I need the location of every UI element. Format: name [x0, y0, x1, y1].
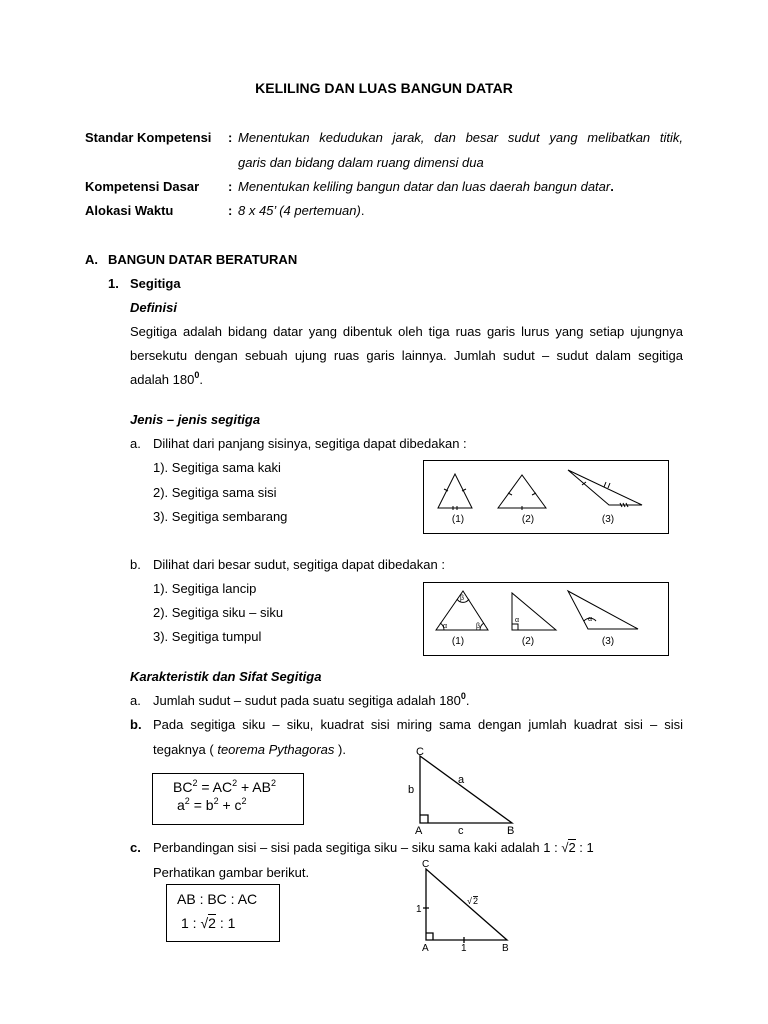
sk-text-line1: Menentukan kedudukan jarak, dan besar sudut yang melibatkan titik,	[238, 130, 683, 145]
sqrt-icon: √	[561, 840, 569, 855]
jenis-a-item-2: 2). Segitiga sama sisi	[153, 485, 277, 500]
formula-line2	[177, 797, 247, 813]
jenis-b-marker: b.	[130, 557, 141, 572]
ratio-row2-post: : 1	[215, 915, 236, 931]
jenis-a-marker: a.	[130, 436, 141, 451]
kar-c-ratio-1: 1 :	[543, 840, 562, 855]
angle-triangles-svg	[424, 583, 668, 655]
iso-label-hyp: 2	[473, 896, 479, 906]
kar-c-main: Perbandingan sisi – sisi pada segitiga siku – siku sama kaki adalah	[153, 840, 544, 855]
formula-sq-3: 2	[270, 778, 276, 788]
side-triangles-figure	[423, 460, 669, 534]
kar-a-degree: 0	[460, 691, 466, 701]
karakteristik-heading: Karakteristik dan Sifat Segitiga	[130, 669, 322, 684]
aw-end: .	[360, 203, 365, 218]
kar-a-text	[153, 693, 470, 708]
iso-label-B: B	[502, 943, 509, 954]
acute-right-symbol: β	[476, 623, 481, 630]
jenis-b-text: Dilihat dari besar sudut, segitiga dapat dibedakan :	[153, 557, 445, 572]
label-side-b: b	[408, 784, 415, 796]
side-fig-label-1: (1)	[451, 514, 465, 525]
kar-b-line2	[153, 742, 346, 757]
ratio-row1: AB : BC : AC	[177, 891, 258, 907]
definisi-line3-end: .	[199, 372, 203, 387]
ratio-formula-box	[166, 884, 280, 942]
formula-sq-4: 2	[184, 796, 190, 806]
degree-sup: 0	[194, 370, 200, 380]
formula-bc: BC	[173, 779, 193, 795]
scalene-ticks	[582, 482, 628, 507]
kar-c-ratio-2: 2	[568, 840, 576, 855]
jenis-a-item-1: 1). Segitiga sama kaki	[153, 460, 281, 475]
aw-colon: :	[228, 203, 233, 218]
scalene-triangle	[568, 470, 642, 505]
jenis-b-item-3: 3). Segitiga tumpul	[153, 629, 262, 644]
definisi-line3-text: adalah 180	[130, 372, 195, 387]
formula-b: = b	[189, 797, 214, 813]
iso-label-C: C	[422, 859, 430, 870]
isosceles-right-triangle-figure	[414, 856, 524, 956]
kd-text-wrap	[238, 179, 614, 194]
equilateral-ticks	[508, 493, 536, 510]
page-title: KELILING DAN LUAS BANGUN DATAR	[255, 80, 513, 96]
pythagoras-right-angle	[420, 815, 428, 823]
section-a-marker: A.	[85, 252, 98, 267]
kar-b-line2-pre: tegaknya (	[153, 742, 218, 757]
jenis-b-item-1: 1). Segitiga lancip	[153, 581, 257, 596]
formula-sq-1: 2	[192, 778, 198, 788]
acute-top-symbol: β	[460, 595, 465, 602]
ratio-row2	[181, 915, 235, 931]
formula-sq-5: 2	[213, 796, 219, 806]
ratio-sqrt-icon: √	[200, 915, 209, 931]
right-angle-symbol: α	[515, 617, 520, 624]
isosceles-triangle	[438, 474, 472, 508]
kar-a-main: Jumlah sudut – sudut pada suatu segitiga adalah 180	[153, 693, 461, 708]
kar-c-marker: c.	[130, 840, 141, 855]
ratio-row2-pre: 1 :	[181, 915, 201, 931]
iso-sqrt-icon: √	[467, 896, 472, 906]
acute-right-arc	[480, 623, 484, 630]
jenis-a-text: Dilihat dari panjang sisinya, segitiga dapat dibedakan :	[153, 436, 467, 451]
formula-a: a	[177, 797, 185, 813]
iso-ticks	[423, 908, 464, 943]
kar-a-end: .	[465, 693, 470, 708]
iso-label-left: 1	[416, 904, 422, 915]
formula-line1	[173, 779, 276, 795]
jenis-b-item-2: 2). Segitiga siku – siku	[153, 605, 284, 620]
aw-text: 8 x 45’ (4 pertemuan)	[238, 203, 361, 218]
side-fig-label-2: (2)	[521, 514, 535, 525]
ratio-row2-rad: 2	[208, 915, 216, 931]
kar-a-marker: a.	[130, 693, 141, 708]
kd-colon: :	[228, 179, 233, 194]
aw-text-wrap	[238, 203, 364, 218]
right-triangle	[512, 593, 556, 630]
pythagoras-triangle-figure	[400, 746, 530, 836]
side-fig-label-3: (3)	[601, 514, 615, 525]
pythagoras-triangle	[420, 756, 512, 823]
kar-b-marker: b.	[130, 717, 142, 732]
angle-fig-label-2: (2)	[521, 636, 535, 647]
kar-b-pythagoras: teorema Pythagoras	[217, 742, 335, 757]
kar-c-ratio-3: : 1	[575, 840, 594, 855]
formula-ac: = AC	[197, 779, 233, 795]
kar-b-line1: Pada segitiga siku – siku, kuadrat sisi miring sama dengan jumlah kuadrat sisi – sisi	[153, 717, 683, 732]
side-triangles-svg	[424, 461, 668, 533]
kd-end: .	[610, 179, 614, 194]
kd-text: Menentukan keliling bangun datar dan luas daerah bangun datar	[238, 179, 611, 194]
sk-text-line2: garis dan bidang dalam ruang dimensi dua	[238, 155, 484, 170]
iso-label-A: A	[422, 943, 429, 954]
definisi-line3	[130, 372, 203, 387]
acute-left-symbol: α	[443, 623, 448, 630]
label-C: C	[416, 746, 424, 758]
definisi-line2: bersekutu dengan sebuah ujung ruas garis lainnya. Jumlah sudut – sudut dalam segitiga	[130, 348, 683, 363]
iso-right-angle	[426, 933, 433, 940]
angle-fig-label-3: (3)	[601, 636, 615, 647]
kar-c-line2: Perhatikan gambar berikut.	[153, 865, 310, 880]
pythagoras-formula-box	[152, 773, 304, 825]
iso-label-bottom: 1	[461, 943, 467, 954]
item1-marker: 1.	[108, 276, 119, 291]
formula-sq-2: 2	[232, 778, 238, 788]
formula-sq-6: 2	[241, 796, 247, 806]
alokasi-waktu-label: Alokasi Waktu	[85, 203, 174, 218]
angle-fig-label-1: (1)	[451, 636, 465, 647]
definisi-heading: Definisi	[130, 300, 177, 315]
standar-kompetensi-label: Standar Kompetensi	[85, 130, 212, 145]
formula-c: + c	[218, 797, 242, 813]
sk-colon: :	[228, 130, 233, 145]
equilateral-triangle	[498, 475, 546, 508]
label-B: B	[507, 825, 515, 837]
obtuse-triangle	[568, 591, 638, 629]
formula-ab: + AB	[237, 779, 271, 795]
label-side-a: a	[458, 774, 465, 786]
kompetensi-dasar-label: Kompetensi Dasar	[85, 179, 200, 194]
right-angle-mark	[512, 624, 518, 630]
item1-heading: Segitiga	[130, 276, 181, 291]
jenis-heading: Jenis – jenis segitiga	[130, 412, 261, 427]
angle-triangles-figure	[423, 582, 669, 656]
kar-c-text	[153, 840, 594, 855]
label-A: A	[415, 825, 423, 837]
kar-b-line2-post: ).	[334, 742, 346, 757]
label-side-c: c	[458, 825, 464, 837]
jenis-a-item-3: 3). Segitiga sembarang	[153, 509, 288, 524]
obtuse-symbol: α	[588, 616, 593, 623]
definisi-line1: Segitiga adalah bidang datar yang dibentuk oleh tiga ruas garis lurus yang setiap ujungnya	[130, 324, 683, 339]
section-a-heading: BANGUN DATAR BERATURAN	[108, 252, 298, 267]
